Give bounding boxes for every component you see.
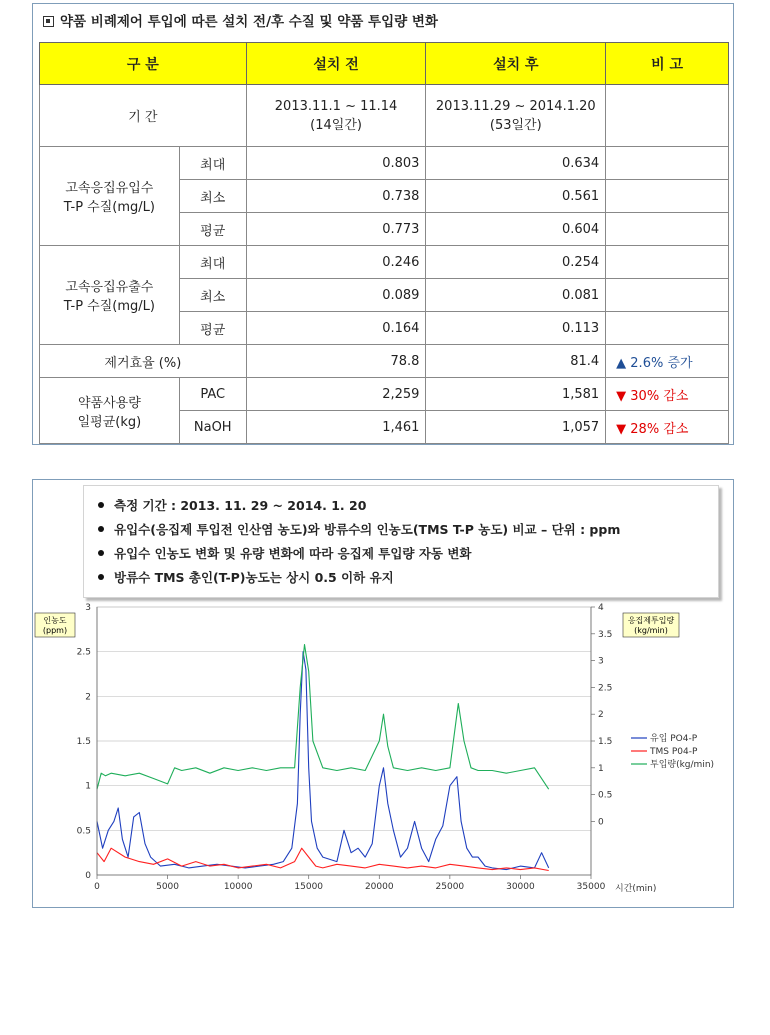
chemical-label — [40, 378, 180, 444]
y-left-label-line2: (ppm) — [42, 626, 68, 635]
series-dose — [97, 645, 549, 790]
y-left-tick-label: 3 — [85, 603, 91, 613]
comparison-table — [39, 42, 729, 444]
efficiency-before: 78.8 — [246, 345, 426, 378]
y-left-label-box — [35, 613, 75, 637]
value-after: 0.254 — [426, 246, 606, 279]
y-left-tick-label: 1 — [85, 781, 91, 792]
value-before: 0.738 — [246, 180, 426, 213]
note-text: 유입수(응집제 투입전 인산염 농도)와 방류수의 인농도(TMS T-P 농도) 비교 – 단위 : ppm — [114, 522, 621, 537]
note-item — [98, 520, 718, 544]
chart-panel — [32, 479, 734, 908]
stat-label: 최소 — [179, 180, 246, 213]
remark-cell — [606, 180, 729, 213]
period-row — [40, 85, 729, 147]
x-axis-label: 시간(min) — [615, 884, 657, 894]
remark-cell — [606, 279, 729, 312]
grid-layer — [97, 607, 591, 875]
outflow-label-line2: T-P 수질(mg/L) — [63, 299, 155, 314]
note-text: 측정 기간 : 2013. 11. 29 ~ 2014. 1. 20 — [114, 498, 367, 513]
efficiency-label: 제거효율 (%) — [40, 345, 247, 378]
series-inflow-po4 — [97, 652, 549, 870]
chemical-remark: ▼ 28% 감소 — [606, 411, 729, 444]
inflow-label — [40, 147, 180, 246]
note-text: 방류수 TMS 총인(T-P)농도는 상시 0.5 이하 유지 — [114, 570, 394, 585]
series-layer — [97, 645, 549, 871]
y-left-tick-label: 1.5 — [76, 737, 91, 747]
chemical-label-line2: 일평균(kg) — [77, 414, 142, 430]
stat-label: 평균 — [179, 312, 246, 345]
value-before: 0.246 — [246, 246, 426, 279]
value-after: 0.081 — [426, 279, 606, 312]
value-before: 0.164 — [246, 312, 426, 345]
note-text: 유입수 인농도 변화 및 유량 변화에 따라 응집제 투입량 자동 변화 — [114, 546, 472, 561]
inflow-label-line1: 고속응집유입수 — [65, 181, 154, 196]
comparison-table-panel — [32, 3, 734, 445]
bullet-icon — [98, 502, 104, 508]
legend-label-inflow: 유입 PO4-P — [650, 734, 698, 744]
period-label: 기 간 — [40, 85, 247, 147]
value-before: 0.089 — [246, 279, 426, 312]
y-right-tick-label: 2 — [598, 710, 604, 721]
legend-label-tms: TMS P04-P — [650, 747, 698, 757]
value-after: 0.561 — [426, 180, 606, 213]
header-after: 설치 후 — [426, 43, 606, 85]
bullet-icon — [98, 574, 104, 580]
outflow-label — [40, 246, 180, 345]
value-after: 0.604 — [426, 213, 606, 246]
remark-cell — [606, 213, 729, 246]
x-tick-label: 5000 — [156, 882, 180, 892]
table-row — [40, 147, 729, 180]
chart-legend — [631, 732, 714, 770]
value-after: 1,057 — [426, 411, 606, 444]
period-before-line2: (14일간) — [310, 117, 362, 133]
value-before: 1,461 — [246, 411, 426, 444]
bullet-icon — [98, 550, 104, 556]
chemical-label-line1: 약품사용량 — [77, 395, 141, 411]
series-tms-po4 — [97, 848, 549, 870]
efficiency-after: 81.4 — [426, 345, 606, 378]
efficiency-row — [40, 345, 729, 378]
remark-cell — [606, 147, 729, 180]
value-before: 0.803 — [246, 147, 426, 180]
y-left-tick-label: 2 — [85, 692, 91, 703]
value-after: 0.634 — [426, 147, 606, 180]
table-title-text: 약품 비례제어 투입에 따른 설치 전/후 수질 및 약품 투입량 변화 — [60, 14, 438, 30]
y-left-tick-label: 2.5 — [76, 647, 91, 658]
period-after — [426, 85, 606, 147]
y-left-label-line1: 인농도 — [43, 616, 67, 625]
efficiency-remark: ▲ 2.6% 증가 — [606, 345, 729, 378]
y-right-tick-label: 3 — [598, 656, 604, 667]
value-after: 1,581 — [426, 378, 606, 411]
header-before: 설치 전 — [246, 43, 426, 85]
bullet-icon — [98, 526, 104, 532]
y-right-tick-label: 0.5 — [598, 790, 613, 801]
y-right-tick-label: 0 — [598, 817, 604, 828]
remark-cell — [606, 246, 729, 279]
table-row — [40, 246, 729, 279]
outflow-label-line1: 고속응집유출수 — [65, 280, 154, 295]
square-bullet-icon — [43, 16, 54, 27]
x-tick-label: 0 — [94, 882, 100, 892]
note-item — [98, 496, 718, 520]
inflow-label-line2: T-P 수질(mg/L) — [63, 200, 155, 215]
header-remark: 비 고 — [606, 43, 729, 85]
period-remark — [606, 85, 729, 147]
header-category: 구 분 — [40, 43, 247, 85]
y-right-tick-label: 3.5 — [598, 629, 613, 640]
y-right-tick-label: 2.5 — [598, 683, 613, 694]
y-right-tick-label: 4 — [598, 603, 604, 613]
y-right-label-line1: 응집제투입량 — [627, 616, 675, 625]
stat-label: 최대 — [179, 147, 246, 180]
period-after-line1: 2013.11.29 ~ 2014.1.20 — [435, 98, 596, 114]
stat-label: 최소 — [179, 279, 246, 312]
y-right-tick-label: 1 — [598, 763, 604, 774]
remark-cell — [606, 312, 729, 345]
header-row — [40, 43, 729, 85]
chemical-remark: ▼ 30% 감소 — [606, 378, 729, 411]
legend-label-dose: 투입량(kg/min) — [650, 760, 715, 770]
stat-label: 최대 — [179, 246, 246, 279]
axis-layer — [77, 603, 613, 892]
value-before: 0.773 — [246, 213, 426, 246]
period-before-line1: 2013.11.1 ~ 11.14 — [274, 98, 398, 114]
notes-box — [83, 485, 719, 598]
value-before: 2,259 — [246, 378, 426, 411]
x-tick-label: 10000 — [223, 882, 253, 892]
note-item — [98, 544, 718, 568]
value-after: 0.113 — [426, 312, 606, 345]
chemical-name: NaOH — [179, 411, 246, 444]
y-right-label-box — [623, 613, 679, 637]
x-tick-label: 35000 — [576, 882, 606, 892]
y-right-tick-label: 1.5 — [598, 737, 613, 747]
x-tick-label: 25000 — [435, 882, 465, 892]
table-title — [43, 10, 438, 30]
x-tick-label: 30000 — [506, 882, 535, 892]
x-tick-label: 15000 — [294, 882, 324, 892]
chemical-name: PAC — [179, 378, 246, 411]
period-after-line2: (53일간) — [489, 117, 542, 133]
x-tick-label: 20000 — [364, 882, 394, 892]
stat-label: 평균 — [179, 213, 246, 246]
y-left-tick-label: 0 — [85, 871, 91, 881]
y-left-tick-label: 0.5 — [76, 826, 91, 837]
y-right-label-line2: (kg/min) — [634, 626, 668, 635]
period-before — [246, 85, 426, 147]
table-row — [40, 378, 729, 411]
note-item — [98, 568, 718, 592]
